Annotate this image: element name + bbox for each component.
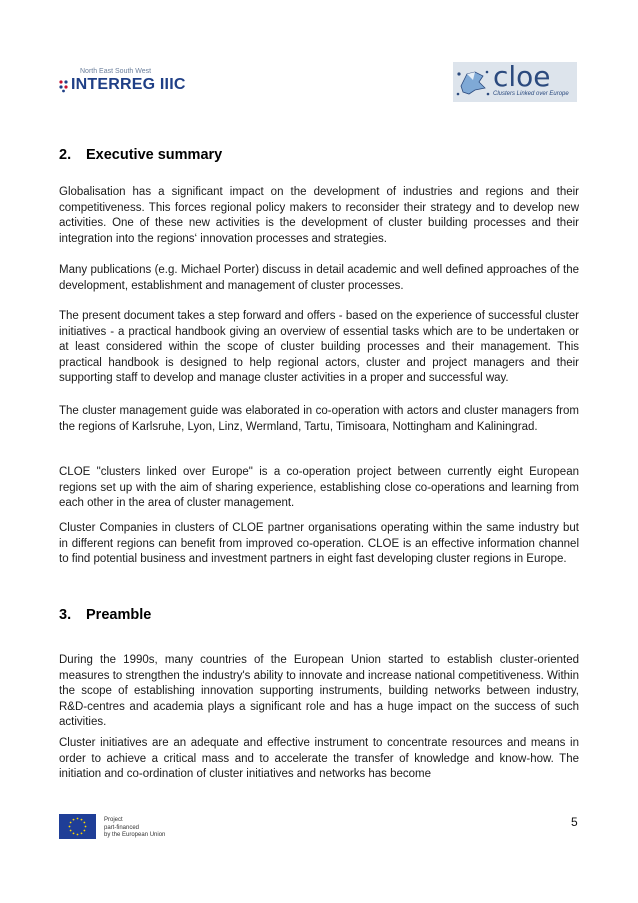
cloe-logo [453,62,577,102]
interreg-dots-icon [58,79,70,93]
interreg-logo [58,68,188,100]
paragraph: Globalisation has a significant impact on the development of industries and regions and their competitiveness. This forces regional policy makers to reconsider their strategy and to develop new activities. One of these new activities is the development of cluster building processes and their integration into the regions‘ innovation processes and strategies. [59,186,579,245]
footer-line: by the European Union [104,832,166,839]
paragraph: Cluster initiatives are an adequate and effective instrument to concentrate resources and means in order to achieve a critical mass and to accelerate the transfer of knowledge and know-how. The initiation and co-ordination of cluster initiatives and networks has become [59,737,579,781]
cloe-map-icon [455,66,491,98]
footer-caption [104,817,165,840]
eu-stars-icon [59,814,96,839]
paragraph: The cluster management guide was elaborated in co-operation with actors and cluster managers from the regions of Karlsruhe, Lyon, Linz, Wermland, Tartu, Timisoara, Nottingham and Kaliningrad. [59,405,579,433]
cloe-subtitle: Clusters Linked over Europe [493,91,569,97]
section-title: Preamble [86,607,152,623]
paragraph: Cluster Companies in clusters of CLOE partner organisations operating within the same industry but in different regions can benefit from improved co-operation. CLOE is an effective information channel to find potential business and investment partners in eight fast developing cluster regions in Europe. [59,522,579,566]
interreg-title: INTERREG IIIC [71,76,186,93]
eu-flag-icon [59,814,96,839]
section-title: Executive summary [86,147,223,163]
footer-line: part-financed [104,824,140,831]
section-number: 3. [59,607,72,623]
footer-line: Project [104,817,123,823]
cloe-title: cloe [493,60,551,93]
section-heading-executive-summary [59,147,222,163]
paragraph: During the 1990s, many countries of the European Union started to establish cluster-oriented measures to strengthen the industry's ability to innovate and increase national competitiveness. Within the scope of establishing innovation supporting instruments, building networks between industry, R&D-centres and academia plays a significant role and has a huge impact on the success of such activities. [59,654,579,729]
page-number: 5 [571,815,578,829]
interreg-subtitle: North East South West [80,68,152,75]
section-number: 2. [59,147,72,163]
paragraph: The present document takes a step forward and offers - based on the experience of successful cluster initiatives - a practical handbook giving an overview of essential tasks which are to be undertaken or at least considered within the scope of cluster building processes and their management. This practical handbook is designed to help regional actors, cluster and project managers and their supporting staff to develop and manage cluster activities in a proper and successful way. [59,310,579,385]
paragraph: CLOE "clusters linked over Europe" is a co-operation project between currently eight European regions set up with the aim of sharing experience, establishing close co-operations and learning from each other in the area of cluster management. [59,466,579,510]
section-heading-preamble [59,607,151,623]
paragraph: Many publications (e.g. Michael Porter) discuss in detail academic and well defined approaches of the development, establishment and management of cluster processes. [59,264,579,292]
